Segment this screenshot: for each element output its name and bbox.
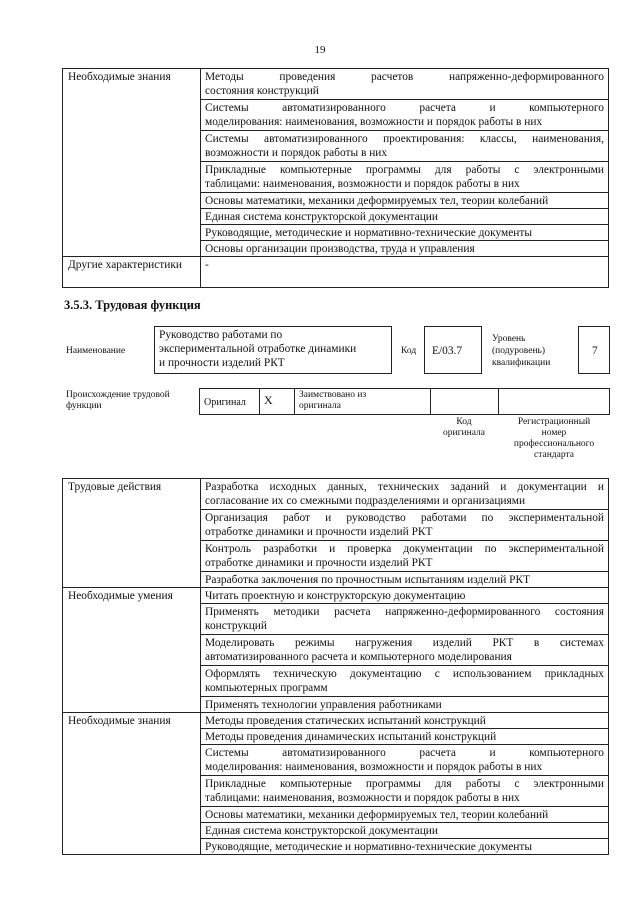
knowledge-item: Прикладные компьютерные программы для работы с электронными таблицами: наименования, возможности и порядок работы в них — [201, 776, 609, 807]
knowledge-item: Прикладные компьютерные программы для работы с электронными таблицами: наименования, возможности и порядок работы в них — [201, 162, 609, 193]
knowledge-item: Методы проведения расчетов напряженно-деформированного состояния конструкций — [201, 69, 609, 100]
top-requirements-table — [62, 68, 609, 288]
knowledge-item: Единая система конструкторской документации — [201, 209, 609, 225]
original-mark: X — [260, 389, 295, 415]
skill-item: Оформлять техническую документацию с использованием прикладных компьютерных программ — [201, 666, 609, 697]
knowledge-item: Основы математики, механики деформируемых тел, теории колебаний — [201, 807, 609, 823]
page-number: 19 — [314, 44, 326, 56]
borrowed-label: Заимствовано из оригинала — [295, 389, 431, 415]
other-characteristics-value: - — [201, 257, 609, 288]
knowledge-item: Основы организации производства, труда и управления — [201, 241, 609, 257]
knowledge-item: Методы проведения динамических испытаний конструкций — [201, 729, 609, 745]
skill-item: Читать проектную и конструкторскую документацию — [201, 588, 609, 604]
origin-table — [199, 388, 610, 415]
section-heading: 3.5.3. Трудовая функция — [64, 298, 201, 312]
knowledge-label-main: Необходимые знания — [63, 713, 201, 855]
action-item: Контроль разработки и проверка документации по экспериментальной отработке динамики и прочности изделий РКТ — [201, 541, 609, 572]
reg-number-cell — [499, 389, 610, 415]
knowledge-item: Руководящие, методические и нормативно-технические документы — [201, 225, 609, 241]
knowledge-item: Методы проведения статических испытаний конструкций — [201, 713, 609, 729]
function-name-box: Руководство работами по экспериментальной отработке динамики и прочности изделий РКТ — [154, 326, 392, 374]
other-characteristics-label: Другие характеристики — [63, 257, 201, 288]
original-label: Оригинал — [200, 389, 260, 415]
knowledge-item: Руководящие, методические и нормативно-технические документы — [201, 839, 609, 855]
knowledge-label: Необходимые знания — [63, 69, 201, 257]
code-original-cell — [431, 389, 499, 415]
knowledge-item: Системы автоматизированного расчета и компьютерного моделирования: наименования, возможности и порядок работы в них — [201, 745, 609, 776]
action-item: Организация работ и руководство работами по экспериментальной отработке динамики и прочности изделий РКТ — [201, 510, 609, 541]
action-item: Разработка заключения по прочностным испытаниям изделий РКТ — [201, 572, 609, 588]
reg-number-label: Регистрационный номер профессионального стандарта — [513, 417, 595, 460]
skill-item: Моделировать режимы нагружения изделий РКТ в системах автоматизированного расчета и компьютерного моделирования — [201, 635, 609, 666]
code-label: Код — [401, 346, 417, 356]
knowledge-item: Системы автоматизированного проектирования: классы, наименования, возможности и порядок работы в них — [201, 131, 609, 162]
knowledge-item: Единая система конструкторской документации — [201, 823, 609, 839]
code-original-label: Код оригинала — [443, 417, 485, 438]
action-item: Разработка исходных данных, технических заданий и документации и согласование их со смежными подразделениями и организациями — [201, 479, 609, 510]
knowledge-item: Системы автоматизированного расчета и компьютерного моделирования: наименования, возможности и порядок работы в них — [201, 100, 609, 131]
origin-label: Происхождение трудовой функции — [66, 390, 170, 411]
name-label: Наименование — [66, 346, 126, 356]
knowledge-item: Основы математики, механики деформируемых тел, теории колебаний — [201, 193, 609, 209]
skill-item: Применять методики расчета напряженно-деформированного состояния конструкций — [201, 604, 609, 635]
level-value-box: 7 — [578, 326, 610, 374]
main-function-table — [62, 478, 609, 855]
code-value-box: E/03.7 — [424, 326, 482, 374]
skills-label: Необходимые умения — [63, 588, 201, 713]
skill-item: Применять технологии управления работниками — [201, 697, 609, 713]
level-label: Уровень (подуровень) квалификации — [492, 334, 551, 368]
actions-label: Трудовые действия — [63, 479, 201, 588]
